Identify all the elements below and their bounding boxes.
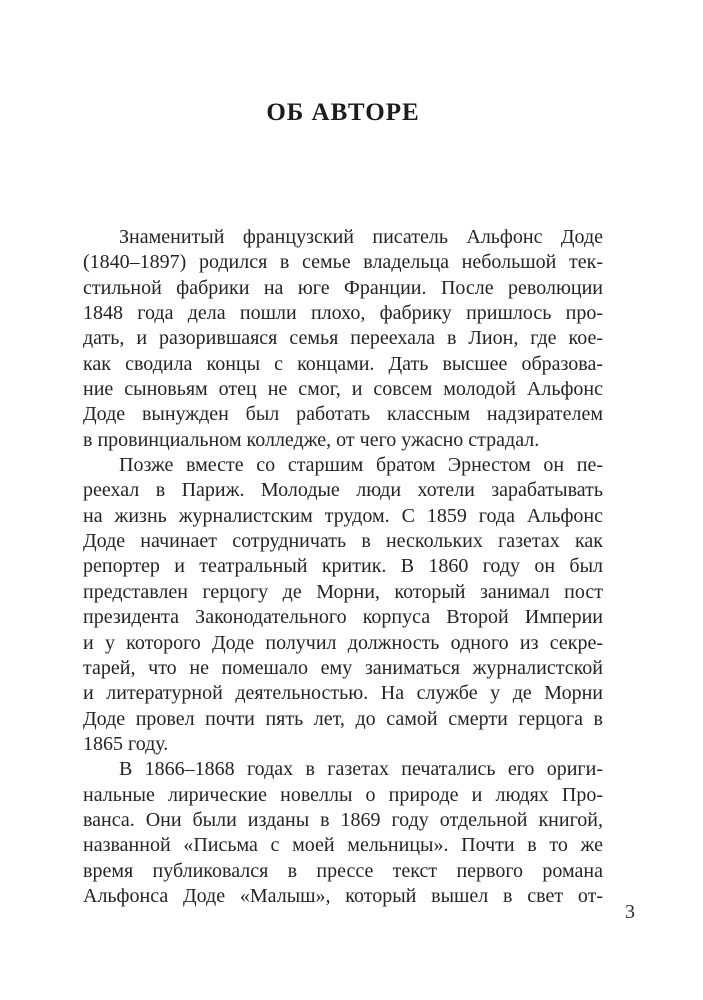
text-line: как сводила концы с концами. Дать высшее образова- [83, 352, 603, 375]
text-body [83, 225, 603, 909]
text-line: и у которого Доде получил должность одного из секре- [83, 631, 603, 654]
text-line: на жизнь журналистским трудом. С 1859 года Альфонс [83, 504, 603, 527]
text-line: реехал в Париж. Молодые люди хотели зарабатывать [83, 479, 603, 502]
text-line: Знаменитый французский писатель Альфонс Доде [119, 226, 603, 248]
text-line: президента Законодательного корпуса Второй Империи [83, 606, 603, 629]
text-line: Доде начинает сотрудничать в нескольких газетах как [83, 530, 603, 553]
text-line: (1840–1897) родился в семье владельца небольшой тек- [83, 251, 603, 274]
text-line: и литературной деятельностью. На службе у де Морни [83, 682, 603, 705]
text-line: В 1866–1868 годах в газетах печатались его ориги- [119, 758, 603, 781]
text-line: Доде провел почти пять лет, до самой смерти герцога в [83, 707, 603, 730]
text-line: нальные лирические новеллы о природе и людях Про- [83, 783, 603, 806]
text-line: названной «Письма с моей мельницы». Почти в то же [83, 834, 603, 857]
text-line: ние сыновьям отец не смог, и совсем молодой Альфонс [83, 378, 603, 401]
text-line: стильной фабрики на юге Франции. После революции [83, 276, 603, 299]
text-line: ванса. Они были изданы в 1869 году отдельной книгой, [83, 808, 603, 831]
text-line: Позже вместе со старшим братом Эрнестом он пе- [119, 454, 603, 477]
text-line: 1848 года дела пошли плохо, фабрику пришлось про- [83, 302, 603, 325]
text-line: дать, и разорившаяся семья переехала в Лион, где кое- [83, 327, 603, 350]
text-line: представлен герцогу де Морни, который занимал пост [83, 580, 603, 603]
text-line: 1865 году. [83, 732, 169, 755]
page-number: 3 [625, 901, 635, 923]
text-line: репортер и театральный критик. В 1860 году он был [83, 555, 603, 578]
text-line: в провинциальном колледже, от чего ужасно страдал. [83, 428, 540, 451]
text-line: тарей, что не помешало ему заниматься журналистской [83, 656, 603, 679]
text-line: Альфонса Доде «Малыш», который вышел в свет от- [83, 884, 603, 907]
text-line: время публиковался в прессе текст первого романа [83, 859, 603, 882]
text-line: Доде вынужден был работать классным надзирателем [83, 403, 603, 426]
page-title: ОБ АВТОРЕ [266, 99, 420, 126]
